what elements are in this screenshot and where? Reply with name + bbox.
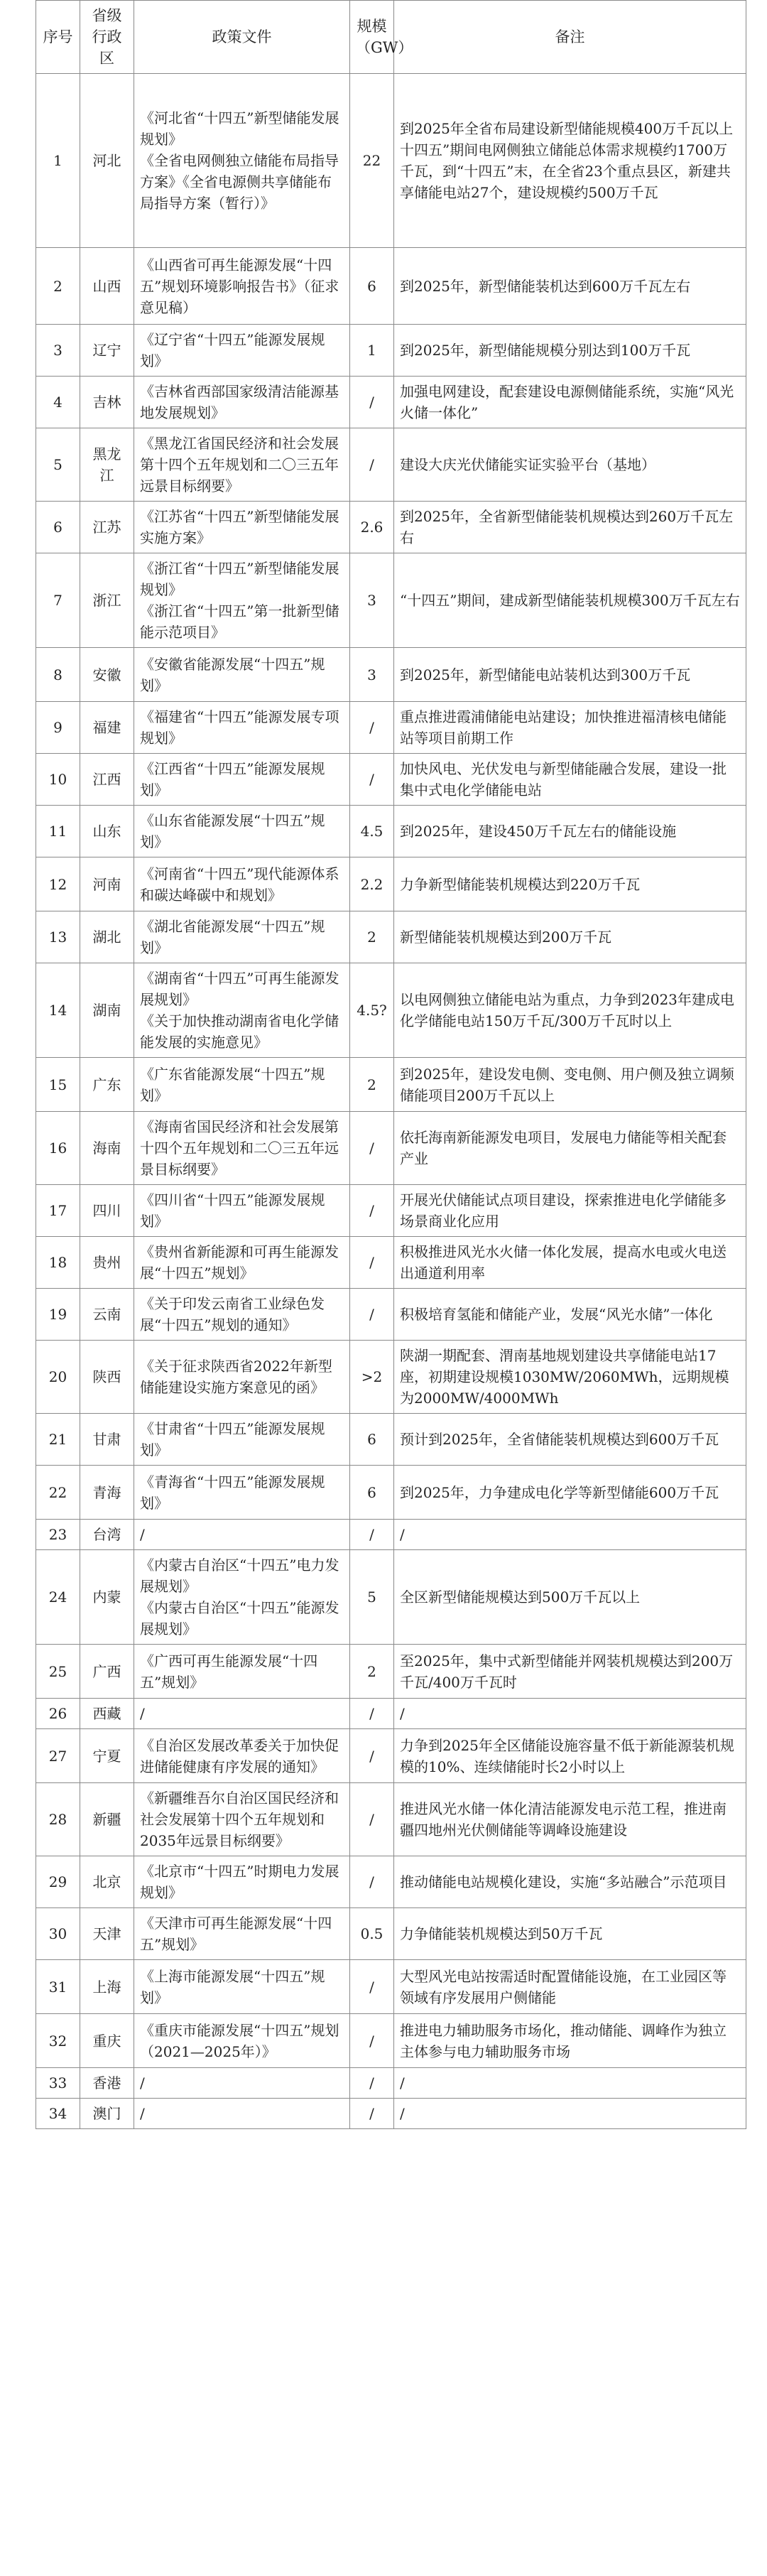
cell-policy: 《关于印发云南省工业绿色发展“十四五”规划的通知》 xyxy=(134,1289,350,1341)
header-scale: 规模（GW） xyxy=(350,1,394,74)
cell-note: 陕湖一期配套、渭南基地规划建设共享储能电站17座，初期建设规模1030MW/2060MWh，远期规模为2000MW/4000MWh xyxy=(394,1341,746,1414)
cell-scale: / xyxy=(350,1699,394,1729)
cell-note: 到2025年，新型储能电站装机达到300万千瓦 xyxy=(394,648,746,702)
cell-province: 安徽 xyxy=(80,648,134,702)
cell-province: 海南 xyxy=(80,1112,134,1185)
cell-policy: 《辽宁省“十四五”能源发展规划》 xyxy=(134,325,350,377)
cell-note: 新型储能装机规模达到200万千瓦 xyxy=(394,911,746,963)
cell-note: 以电网侧独立储能电站为重点，力争到2023年建成电化学储能电站150万千瓦/300万千瓦时以上 xyxy=(394,963,746,1058)
cell-scale: / xyxy=(350,1520,394,1550)
header-policy: 政策文件 xyxy=(134,1,350,74)
cell-num: 5 xyxy=(36,428,80,502)
cell-province: 天津 xyxy=(80,1908,134,1960)
cell-province: 广西 xyxy=(80,1645,134,1699)
cell-num: 18 xyxy=(36,1237,80,1289)
table-row xyxy=(36,553,746,648)
cell-scale: 1 xyxy=(350,325,394,377)
cell-note: 到2025年，新型储能装机达到600万千瓦左右 xyxy=(394,248,746,325)
cell-scale: / xyxy=(350,2068,394,2099)
table-row xyxy=(36,1466,746,1520)
table-row xyxy=(36,1699,746,1729)
cell-num: 16 xyxy=(36,1112,80,1185)
cell-policy: 《黑龙江省国民经济和社会发展第十四个五年规划和二〇三五年远景目标纲要》 xyxy=(134,428,350,502)
cell-scale: / xyxy=(350,1289,394,1341)
cell-scale: / xyxy=(350,2099,394,2129)
cell-num: 17 xyxy=(36,1185,80,1237)
cell-policy: 《山西省可再生能源发展“十四五”规划环境影响报告书》（征求意见稿） xyxy=(134,248,350,325)
cell-policy: 《海南省国民经济和社会发展第十四个五年规划和二〇三五年远景目标纲要》 xyxy=(134,1112,350,1185)
cell-note: / xyxy=(394,1520,746,1550)
cell-province: 上海 xyxy=(80,1960,134,2014)
table-row xyxy=(36,1783,746,1856)
table-row xyxy=(36,648,746,702)
cell-note: 重点推进霞浦储能电站建设；加快推进福清核电储能站等项目前期工作 xyxy=(394,702,746,754)
cell-num: 34 xyxy=(36,2099,80,2129)
cell-note: 到2025年，全省新型储能装机规模达到260万千瓦左右 xyxy=(394,502,746,553)
cell-scale: / xyxy=(350,428,394,502)
cell-province: 湖北 xyxy=(80,911,134,963)
cell-scale: 5 xyxy=(350,1550,394,1645)
cell-province: 广东 xyxy=(80,1058,134,1112)
cell-province: 四川 xyxy=(80,1185,134,1237)
cell-province: 西藏 xyxy=(80,1699,134,1729)
cell-note: 到2025年，力争建成电化学等新型储能600万千瓦 xyxy=(394,1466,746,1520)
cell-num: 7 xyxy=(36,553,80,648)
cell-policy: / xyxy=(134,1699,350,1729)
cell-scale: / xyxy=(350,377,394,428)
table-row xyxy=(36,1289,746,1341)
cell-note: 预计到2025年，全省储能装机规模达到600万千瓦 xyxy=(394,1414,746,1466)
table-row xyxy=(36,2099,746,2129)
table-header-row xyxy=(36,1,746,74)
cell-province: 新疆 xyxy=(80,1783,134,1856)
cell-province: 山东 xyxy=(80,806,134,857)
cell-num: 1 xyxy=(36,74,80,248)
cell-note: 建设大庆光伏储能实证实验平台（基地） xyxy=(394,428,746,502)
cell-scale: >2 xyxy=(350,1341,394,1414)
cell-province: 湖南 xyxy=(80,963,134,1058)
cell-num: 23 xyxy=(36,1520,80,1550)
table-row xyxy=(36,428,746,502)
cell-policy: 《吉林省西部国家级清洁能源基地发展规划》 xyxy=(134,377,350,428)
cell-policy: 《内蒙古自治区“十四五”电力发展规划》 《内蒙古自治区“十四五”能源发展规划》 xyxy=(134,1550,350,1645)
cell-province: 宁夏 xyxy=(80,1729,134,1783)
cell-note: 加强电网建设，配套建设电源侧储能系统，实施“风光火储一体化” xyxy=(394,377,746,428)
header-note: 备注 xyxy=(394,1,746,74)
table-row xyxy=(36,754,746,806)
table-row xyxy=(36,74,746,248)
cell-policy: 《广西可再生能源发展“十四五”规划》 xyxy=(134,1645,350,1699)
cell-note: 到2025年全省布局建设新型储能规模400万千瓦以上 十四五”期间电网侧独立储能总体需求规模约1700万千瓦，到“十四五”末，在全省23个重点县区，新建共享储能电站27个，建设规模约500万千瓦 xyxy=(394,74,746,248)
cell-num: 20 xyxy=(36,1341,80,1414)
cell-note: 力争到2025年全区储能设施容量不低于新能源装机规模的10%、连续储能时长2小时以上 xyxy=(394,1729,746,1783)
cell-scale: / xyxy=(350,2014,394,2068)
table-row xyxy=(36,2068,746,2099)
cell-scale: / xyxy=(350,1960,394,2014)
cell-policy: 《湖南省“十四五”可再生能源发展规划》 《关于加快推动湖南省电化学储能发展的实施意见》 xyxy=(134,963,350,1058)
cell-scale: 2 xyxy=(350,1058,394,1112)
cell-note: 开展光伏储能试点项目建设，探索推进电化学储能多场景商业化应用 xyxy=(394,1185,746,1237)
cell-policy: 《湖北省能源发展“十四五”规划》 xyxy=(134,911,350,963)
table-row xyxy=(36,702,746,754)
cell-scale: / xyxy=(350,1185,394,1237)
table-row xyxy=(36,1414,746,1466)
cell-province: 云南 xyxy=(80,1289,134,1341)
cell-province: 内蒙 xyxy=(80,1550,134,1645)
header-province: 省级行政区 xyxy=(80,1,134,74)
cell-num: 32 xyxy=(36,2014,80,2068)
header-num: 序号 xyxy=(36,1,80,74)
cell-scale: 2.2 xyxy=(350,857,394,911)
cell-num: 25 xyxy=(36,1645,80,1699)
table-row xyxy=(36,1550,746,1645)
cell-note: “十四五”期间，建成新型储能装机规模300万千瓦左右 xyxy=(394,553,746,648)
table-row xyxy=(36,1520,746,1550)
cell-scale: 22 xyxy=(350,74,394,248)
table-row xyxy=(36,1960,746,2014)
cell-scale: 3 xyxy=(350,553,394,648)
cell-province: 陕西 xyxy=(80,1341,134,1414)
cell-province: 甘肃 xyxy=(80,1414,134,1466)
cell-num: 24 xyxy=(36,1550,80,1645)
table-row xyxy=(36,1112,746,1185)
cell-province: 青海 xyxy=(80,1466,134,1520)
cell-num: 2 xyxy=(36,248,80,325)
table-row xyxy=(36,1341,746,1414)
cell-policy: 《福建省“十四五”能源发展专项规划》 xyxy=(134,702,350,754)
cell-policy: 《河北省“十四五”新型储能发展规划》 《全省电网侧独立储能布局指导方案》《全省电源侧共享储能布局指导方案（暂行）》 xyxy=(134,74,350,248)
cell-province: 贵州 xyxy=(80,1237,134,1289)
table-row xyxy=(36,1856,746,1908)
cell-num: 11 xyxy=(36,806,80,857)
cell-num: 30 xyxy=(36,1908,80,1960)
cell-note: 到2025年，新型储能规模分别达到100万千瓦 xyxy=(394,325,746,377)
cell-note: / xyxy=(394,2099,746,2129)
cell-note: 到2025年，建设发电侧、变电侧、用户侧及独立调频储能项目200万千瓦以上 xyxy=(394,1058,746,1112)
cell-num: 12 xyxy=(36,857,80,911)
cell-num: 10 xyxy=(36,754,80,806)
cell-province: 吉林 xyxy=(80,377,134,428)
cell-policy: / xyxy=(134,2099,350,2129)
table-row xyxy=(36,963,746,1058)
cell-policy: 《江西省“十四五”能源发展规划》 xyxy=(134,754,350,806)
cell-policy: 《江苏省“十四五”新型储能发展实施方案》 xyxy=(134,502,350,553)
cell-policy: 《山东省能源发展“十四五”规划》 xyxy=(134,806,350,857)
cell-province: 江西 xyxy=(80,754,134,806)
cell-province: 河北 xyxy=(80,74,134,248)
cell-policy: 《北京市“十四五”时期电力发展规划》 xyxy=(134,1856,350,1908)
cell-province: 重庆 xyxy=(80,2014,134,2068)
cell-note: 积极推进风光水火储一体化发展，提高水电或火电送出通道利用率 xyxy=(394,1237,746,1289)
cell-scale: 6 xyxy=(350,1466,394,1520)
table-row xyxy=(36,1645,746,1699)
policy-table xyxy=(36,0,746,2129)
cell-num: 9 xyxy=(36,702,80,754)
cell-policy: 《贵州省新能源和可再生能源发展“十四五”规划》 xyxy=(134,1237,350,1289)
cell-num: 15 xyxy=(36,1058,80,1112)
cell-num: 33 xyxy=(36,2068,80,2099)
cell-province: 台湾 xyxy=(80,1520,134,1550)
table-row xyxy=(36,377,746,428)
cell-province: 黑龙江 xyxy=(80,428,134,502)
cell-num: 13 xyxy=(36,911,80,963)
cell-policy: 《新疆维吾尔自治区国民经济和社会发展第十四个五年规划和2035年远景目标纲要》 xyxy=(134,1783,350,1856)
table-row xyxy=(36,1729,746,1783)
cell-note: / xyxy=(394,2068,746,2099)
cell-note: / xyxy=(394,1699,746,1729)
cell-note: 力争新型储能装机规模达到220万千瓦 xyxy=(394,857,746,911)
cell-scale: 4.5? xyxy=(350,963,394,1058)
cell-policy: 《四川省“十四五”能源发展规划》 xyxy=(134,1185,350,1237)
cell-policy: 《天津市可再生能源发展“十四五”规划》 xyxy=(134,1908,350,1960)
cell-num: 19 xyxy=(36,1289,80,1341)
cell-num: 14 xyxy=(36,963,80,1058)
cell-note: 至2025年，集中式新型储能并网装机规模达到200万千瓦/400万千瓦时 xyxy=(394,1645,746,1699)
cell-scale: 2.6 xyxy=(350,502,394,553)
cell-scale: / xyxy=(350,754,394,806)
cell-province: 山西 xyxy=(80,248,134,325)
table-row xyxy=(36,325,746,377)
cell-scale: / xyxy=(350,702,394,754)
cell-province: 福建 xyxy=(80,702,134,754)
cell-province: 江苏 xyxy=(80,502,134,553)
cell-scale: 2 xyxy=(350,911,394,963)
cell-num: 21 xyxy=(36,1414,80,1466)
cell-policy: 《重庆市能源发展“十四五”规划（2021—2025年）》 xyxy=(134,2014,350,2068)
cell-num: 22 xyxy=(36,1466,80,1520)
table-row xyxy=(36,248,746,325)
cell-note: 大型风光电站按需适时配置储能设施，在工业园区等领域有序发展用户侧储能 xyxy=(394,1960,746,2014)
table-row xyxy=(36,857,746,911)
table-body xyxy=(36,74,746,2129)
table-row xyxy=(36,502,746,553)
cell-scale: 0.5 xyxy=(350,1908,394,1960)
cell-policy: 《安徽省能源发展“十四五”规划》 xyxy=(134,648,350,702)
cell-note: 推进风光水储一体化清洁能源发电示范工程，推进南疆四地州光伏侧储能等调峰设施建设 xyxy=(394,1783,746,1856)
cell-policy: 《河南省“十四五”现代能源体系和碳达峰碳中和规划》 xyxy=(134,857,350,911)
cell-policy: / xyxy=(134,1520,350,1550)
cell-province: 香港 xyxy=(80,2068,134,2099)
cell-scale: / xyxy=(350,1112,394,1185)
table-row xyxy=(36,1237,746,1289)
cell-num: 28 xyxy=(36,1783,80,1856)
table-row xyxy=(36,1185,746,1237)
cell-scale: / xyxy=(350,1729,394,1783)
cell-policy: 《青海省“十四五”能源发展规划》 xyxy=(134,1466,350,1520)
cell-province: 澳门 xyxy=(80,2099,134,2129)
cell-num: 29 xyxy=(36,1856,80,1908)
table-row xyxy=(36,2014,746,2068)
cell-province: 北京 xyxy=(80,1856,134,1908)
cell-num: 8 xyxy=(36,648,80,702)
cell-num: 31 xyxy=(36,1960,80,2014)
cell-scale: / xyxy=(350,1783,394,1856)
cell-note: 到2025年，建设450万千瓦左右的储能设施 xyxy=(394,806,746,857)
cell-scale: 6 xyxy=(350,1414,394,1466)
cell-policy: 《广东省能源发展“十四五”规划》 xyxy=(134,1058,350,1112)
table-row xyxy=(36,806,746,857)
table-row xyxy=(36,911,746,963)
cell-policy: 《甘肃省“十四五”能源发展规划》 xyxy=(134,1414,350,1466)
cell-policy: / xyxy=(134,2068,350,2099)
cell-note: 推动储能电站规模化建设，实施“多站融合”示范项目 xyxy=(394,1856,746,1908)
cell-note: 加快风电、光伏发电与新型储能融合发展，建设一批集中式电化学储能电站 xyxy=(394,754,746,806)
cell-scale: / xyxy=(350,1856,394,1908)
cell-note: 依托海南新能源发电项目，发展电力储能等相关配套产业 xyxy=(394,1112,746,1185)
cell-scale: 2 xyxy=(350,1645,394,1699)
cell-policy: 《关于征求陕西省2022年新型储能建设实施方案意见的函》 xyxy=(134,1341,350,1414)
cell-num: 3 xyxy=(36,325,80,377)
cell-scale: 3 xyxy=(350,648,394,702)
cell-note: 积极培育氢能和储能产业，发展“风光水储”一体化 xyxy=(394,1289,746,1341)
cell-province: 河南 xyxy=(80,857,134,911)
table-row xyxy=(36,1908,746,1960)
cell-policy: 《上海市能源发展“十四五”规划》 xyxy=(134,1960,350,2014)
cell-note: 推进电力辅助服务市场化，推动储能、调峰作为独立主体参与电力辅助服务市场 xyxy=(394,2014,746,2068)
cell-num: 6 xyxy=(36,502,80,553)
cell-province: 辽宁 xyxy=(80,325,134,377)
cell-policy: 《自治区发展改革委关于加快促进储能健康有序发展的通知》 xyxy=(134,1729,350,1783)
cell-num: 26 xyxy=(36,1699,80,1729)
cell-note: 力争储能装机规模达到50万千瓦 xyxy=(394,1908,746,1960)
cell-scale: 4.5 xyxy=(350,806,394,857)
table-row xyxy=(36,1058,746,1112)
cell-policy: 《浙江省“十四五”新型储能发展规划》 《浙江省“十四五”第一批新型储能示范项目》 xyxy=(134,553,350,648)
cell-num: 4 xyxy=(36,377,80,428)
cell-scale: / xyxy=(350,1237,394,1289)
cell-scale: 6 xyxy=(350,248,394,325)
cell-note: 全区新型储能规模达到500万千瓦以上 xyxy=(394,1550,746,1645)
cell-num: 27 xyxy=(36,1729,80,1783)
cell-province: 浙江 xyxy=(80,553,134,648)
